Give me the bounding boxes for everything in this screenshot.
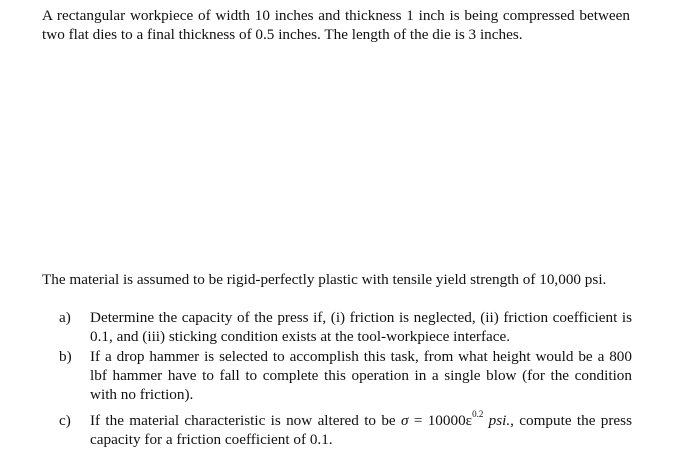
formula-exponent: 0.2 <box>472 409 484 419</box>
formula-sigma: σ <box>401 412 409 429</box>
question-list <box>42 308 632 449</box>
flow-stress-formula <box>401 409 511 429</box>
question-b <box>42 347 632 404</box>
question-marker: a) <box>59 309 71 326</box>
material-statement: The material is assumed to be rigid-perfectly plastic with tensile yield strength of 10,000 psi. <box>42 271 607 288</box>
formula-unit: psi. <box>488 412 511 429</box>
formula-equals: = <box>408 412 428 429</box>
question-text: Determine the capacity of the press if, (i) friction is neglected, (ii) friction coefficient is 0.1, and (iii) sticking condition exists at the tool-workpiece interface. <box>90 309 632 345</box>
question-a <box>42 308 632 346</box>
question-text: If a drop hammer is selected to accomplish this task, from what height would be a 800 lbf hammer have to fall to complete this operation in a single blow (for the condition with no friction). <box>90 348 632 403</box>
question-text-after: , compute the press capacity for a friction coefficient of 0.1. <box>90 412 632 448</box>
question-marker: b) <box>59 348 72 365</box>
formula-coefficient: 10000ε <box>427 412 473 429</box>
question-text-before: If the material characteristic is now altered to be <box>90 412 396 429</box>
problem-intro: A rectangular workpiece of width 10 inches and thickness 1 inch is being compressed between two flat dies to a final thickness of 0.5 inches. The length of the die is 3 inches. <box>42 7 630 43</box>
question-marker: c) <box>59 412 71 429</box>
question-c <box>42 411 632 449</box>
